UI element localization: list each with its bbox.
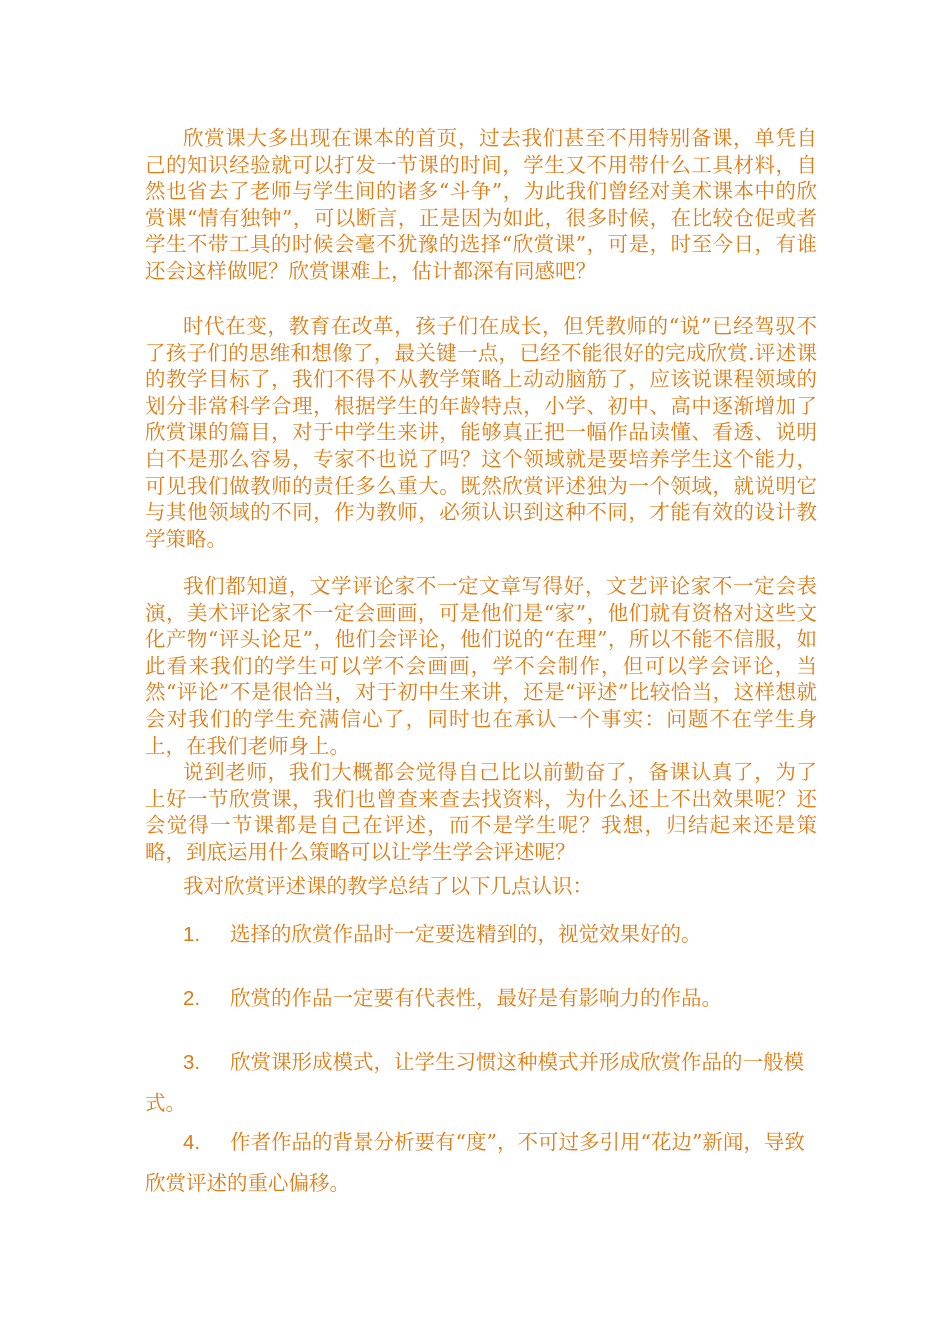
list-number: 3. xyxy=(183,1051,201,1074)
list-item-2 xyxy=(145,978,825,1019)
list-text: 欣赏的作品一定要有代表性，最好是有影响力的作品。 xyxy=(230,986,722,1010)
list-number: 1. xyxy=(183,923,201,946)
list-text: 作者作品的背景分析要有“度”，不可过多引用“花边”新闻，导致欣赏评述的重心偏移。 xyxy=(145,1130,805,1195)
paragraph-4: 说到老师，我们大概都会觉得自己比以前勤奋了，备课认真了，为了上好一节欣赏课，我们也曾查来查去找资料，为什么还上不出效果呢？还会觉得一节课都是自己在评述，而不是学生呢？我想，归结起来还是策略，到底运用什么策略可以让学生学会评述呢？ xyxy=(145,760,817,864)
list-item-3 xyxy=(145,1042,825,1123)
list-item-4 xyxy=(145,1122,825,1203)
list-number: 2. xyxy=(183,987,201,1010)
paragraph-3: 我们都知道，文学评论家不一定文章写得好，文艺评论家不一定会表演，美术评论家不一定会画画，可是他们是“家”，他们就有资格对这些文化产物“评头论足”，他们会评论，他们说的“在理”，所以不能不信服，如此看来我们的学生可以学不会画画，学不会制作，但可以学会评论，当然“评论”不是很恰当，对于初中生来讲，还是“评述”比较恰当，这样想就会对我们的学生充满信心了，同时也在承认一个事实：问题不在学生身上，在我们老师身上。 xyxy=(145,574,817,758)
paragraph-1: 欣赏课大多出现在课本的首页，过去我们甚至不用特别备课，单凭自己的知识经验就可以打发一节课的时间，学生又不用带什么工具材料，自然也省去了老师与学生间的诸多“斗争”，为此我们曾经对美术课本中的欣赏课“情有独钟”，可以断言，正是因为如此，很多时候，在比较仓促或者学生不带工具的时候会毫不犹豫的选择“欣赏课”，可是，时至今日，有谁还会这样做呢？欣赏课难上，估计都深有同感吧？ xyxy=(145,126,817,283)
paragraph-5: 我对欣赏评述课的教学总结了以下几点认识： xyxy=(183,874,593,898)
list-number: 4. xyxy=(183,1131,201,1154)
list-text: 选择的欣赏作品时一定要选精到的，视觉效果好的。 xyxy=(230,922,702,946)
list-text: 欣赏课形成模式，让学生习惯这种模式并形成欣赏作品的一般模式。 xyxy=(145,1050,804,1115)
paragraph-2: 时代在变，教育在改革，孩子们在成长，但凭教师的“说”已经驾驭不了孩子们的思维和想像了，最关键一点，已经不能很好的完成欣赏.评述课的教学目标了，我们不得不从教学策略上动动脑筋了，应该说课程领域的划分非常科学合理，根据学生的年龄特点，小学、初中、高中逐渐增加了欣赏课的篇目，对于中学生来讲，能够真正把一幅作品读懂、看透、说明白不是那么容易，专家不也说了吗？这个领域就是要培养学生这个能力，可见我们做教师的责任多么重大。既然欣赏评述独为一个领域，就说明它与其他领域的不同，作为教师，必须认识到这种不同，才能有效的设计教学策略。 xyxy=(145,314,817,551)
list-item-1 xyxy=(145,914,825,955)
